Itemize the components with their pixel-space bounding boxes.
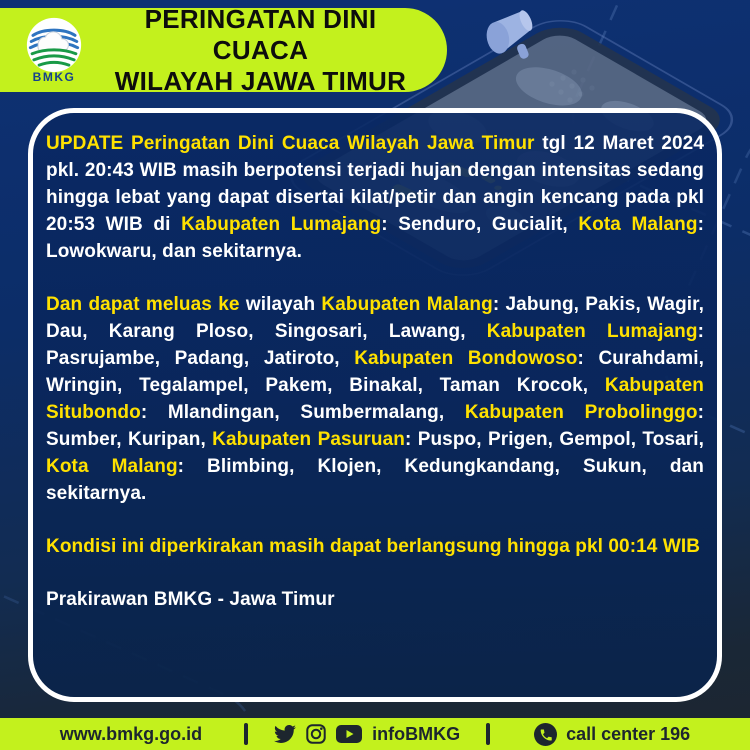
text-segment: wilayah [239,294,322,315]
text-segment: : Lowokwaru, dan sekitarnya. [46,214,704,262]
bmkg-logo-label: BMKG [32,69,76,84]
text-segment: Kabupaten Bondowoso [354,348,578,369]
website-link[interactable]: www.bmkg.go.id [59,723,203,744]
instagram-icon[interactable] [305,723,327,745]
paragraph [46,586,704,613]
text-segment: UPDATE Peringatan Dini Cuaca Wilayah Jawa Timur [46,133,535,154]
text-segment: : Blimbing, Klojen, Kedungkandang, Sukun, dan sekitarnya. [46,456,704,504]
text-segment: Dan dapat meluas ke [46,294,240,315]
call-center-label[interactable]: call center 196 [566,723,691,744]
text-segment: Kabupaten Situbondo [46,375,704,423]
page-title [100,4,447,97]
text-segment: Prakirawan BMKG - Jawa Timur [46,589,335,610]
text-segment: Kabupaten Lumajang [486,321,698,342]
paragraph [46,533,704,560]
text-segment: Kondisi ini diperkirakan masih dapat berlangsung hingga pkl 00:14 WIB [46,536,701,557]
footer-bar [0,718,750,750]
header-banner [0,3,447,96]
text-segment: : Jabung, Pakis, Wagir, Dau, Karang Ploso, Singosari, Lawang, [46,294,704,342]
text-segment: Kabupaten Lumajang [181,214,382,235]
youtube-icon[interactable] [336,724,362,744]
footer-divider [486,723,490,745]
text-segment: : Mlandingan, Sumbermalang, [140,402,465,423]
text-segment: : Pasrujambe, Padang, Jatiroto, [46,321,704,369]
footer-divider [244,723,248,745]
page-title-line2: WILAYAH JAWA TIMUR [114,65,407,96]
warning-text [46,130,704,613]
warning-card [28,108,722,702]
text-segment: : Curahdami, Wringin, Tegalampel, Pakem, Binakal, Taman Krocok, [46,348,704,396]
text-segment: : Senduro, Gucialit, [381,214,579,235]
paragraph [46,291,704,507]
page-title-line1: PERINGATAN DINI CUACA [144,3,377,65]
text-segment: Kota Malang [578,214,698,235]
text-segment: Kabupaten Probolinggo [464,402,698,423]
twitter-icon[interactable] [274,723,296,745]
text-segment: Kabupaten Malang [321,294,493,315]
text-segment: : Sumber, Kuripan, [46,402,705,450]
bmkg-logo-icon [26,17,82,73]
text-segment: tgl 12 Maret 2024 pkl. 20:43 WIB masih berpotensi terjadi hujan dengan intensitas sedang hingga lebat yang dapat disertai kilat/petir dan angin kencang pada pkl 20:53 WIB di [46,133,704,235]
text-segment: Kota Malang [46,456,178,477]
bmkg-logo [8,17,100,84]
paragraph [46,130,704,265]
phone-icon [534,723,557,746]
text-segment: Kabupaten Pasuruan [212,429,405,450]
text-segment: : Puspo, Prigen, Gempol, Tosari, [404,429,704,450]
social-handle[interactable]: infoBMKG [372,723,461,744]
